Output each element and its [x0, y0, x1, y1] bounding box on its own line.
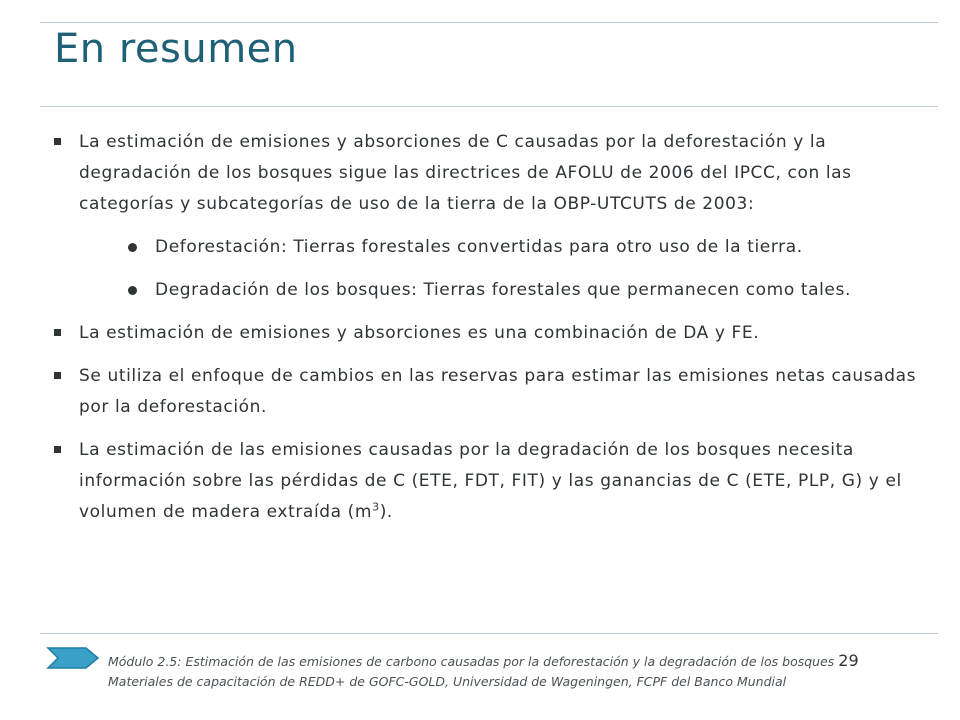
bullet-text-end: ).: [379, 502, 393, 522]
footer-materials-text: Materiales de capacitación de REDD+ de GOFC-GOLD, Universidad de Wageningen, FCPF del Banco Mundial: [108, 674, 787, 689]
slide-content: [54, 127, 934, 540]
bullet-text: Se utiliza el enfoque de cambios en las reservas para estimar las emisiones netas causadas por la deforestación.: [79, 366, 917, 417]
top-divider: [40, 22, 938, 23]
bullet-text: La estimación de emisiones y absorciones de C causadas por la deforestación y la degradación de los bosques sigue las directrices de AFOLU de 2006 del IPCC, con las categorías y subcategorías de uso de la tierra de la OBP-UTCUTS de 2003:: [79, 132, 852, 214]
square-bullet-icon: [54, 138, 61, 145]
bullet-item: [54, 361, 934, 423]
footer-module-line: [108, 651, 938, 672]
square-bullet-icon: [54, 372, 61, 379]
bullet-item: [54, 127, 934, 220]
bullet-text: La estimación de las emisiones causadas por la degradación de los bosques necesita información sobre las pérdidas de C (ETE, FDT, FIT) y las ganancias de C (ETE, PLP, G) y el volumen de madera extraída (m: [79, 440, 902, 522]
sub-bullet-item: [54, 232, 934, 263]
footer-divider: [40, 633, 938, 634]
round-bullet-icon: [128, 243, 137, 252]
sub-bullet-text: Deforestación: Tierras forestales convertidas para otro uso de la tierra.: [155, 237, 803, 257]
bullet-text: La estimación de emisiones y absorciones es una combinación de DA y FE.: [79, 323, 760, 343]
square-bullet-icon: [54, 329, 61, 336]
sub-bullet-text: Degradación de los bosques: Tierras forestales que permanecen como tales.: [155, 280, 851, 300]
title-divider: [40, 106, 938, 107]
page-number: 29: [838, 651, 859, 670]
square-bullet-icon: [54, 446, 61, 453]
sub-bullet-item: [54, 275, 934, 306]
bullet-item: [54, 435, 934, 528]
bullet-item: [54, 318, 934, 349]
round-bullet-icon: [128, 286, 137, 295]
footer: [108, 651, 938, 692]
chevron-right-icon: [46, 646, 100, 670]
page-title: En resumen: [54, 26, 298, 72]
superscript-3: 3: [372, 500, 380, 514]
footer-module-text: Módulo 2.5: Estimación de las emisiones de carbono causadas por la deforestación y la degradación de los bosques: [108, 654, 835, 669]
